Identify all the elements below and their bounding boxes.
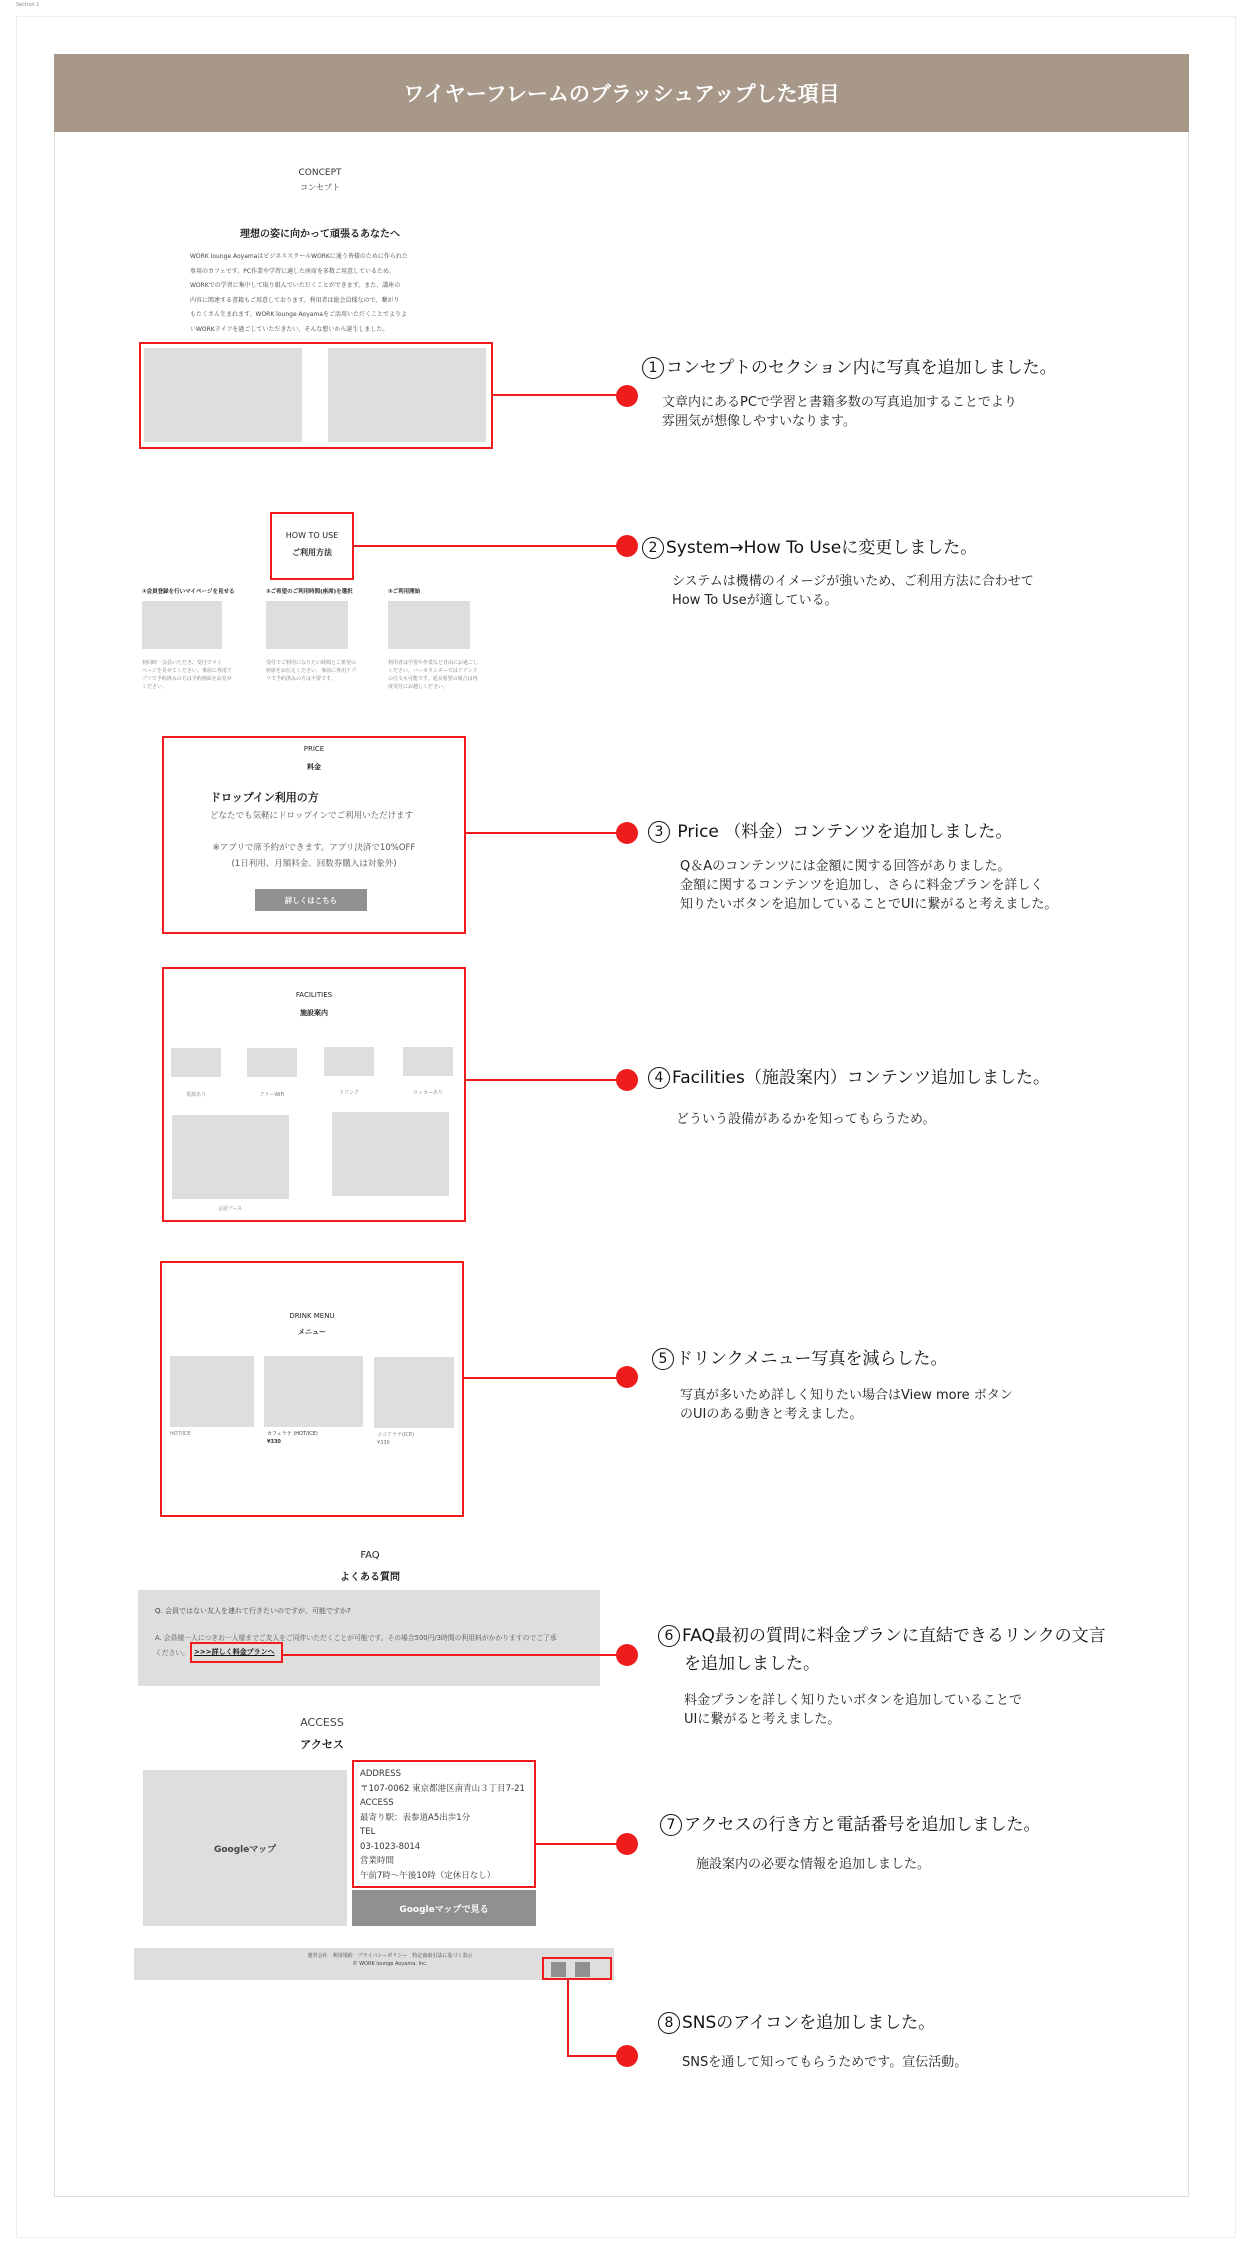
- connector-3: [466, 832, 626, 834]
- connector-8-vertical: [567, 1980, 569, 2056]
- connector-2: [354, 545, 626, 547]
- connector-dot-4: [616, 1069, 638, 1091]
- annotation-1: 1 コンセプトのセクション内に写真を追加しました。 文章内にあるPCで学習と書籍多数の写真追加することでより 雰囲気が想像しやすいなります。: [642, 353, 1057, 432]
- annotation-8: 8 SNSのアイコンを追加しました。 SNSを通して知ってもらうためです。宣伝活動。: [658, 2008, 967, 2073]
- facility-label-drink: ドリンク: [339, 1090, 359, 1096]
- how-to-use-label-ja: ご利用方法: [292, 548, 332, 557]
- faq-question: Q. 会員ではない友人を連れて行きたいのですが、可能ですか?: [155, 1607, 351, 1615]
- connector-4: [466, 1079, 626, 1081]
- price-details-button[interactable]: 詳しくはこちら: [255, 889, 367, 911]
- concept-label-ja: コンセプト: [300, 183, 340, 192]
- annotation-3: 3 Price （料金）コンテンツを追加しました。 Q＆Aのコンテンツには金額に関する回答がありました。 金額に関するコンテンツを追加し、さらに料金プランを詳しく 知りたいボタンを追加していることでUIに繋がると考えました。: [648, 817, 1057, 915]
- annotation-6: 6 FAQ最初の質問に料金プランに直結できるリンクの文言 を追加しました。 料金プランを詳しく知りたいボタンを追加していることで UIに繋がると考えました。: [658, 1621, 1106, 1730]
- connector-dot-7: [616, 1833, 638, 1855]
- drink-menu-label-ja: メニュー: [298, 1328, 326, 1336]
- drink-menu-label-en: DRINK MENU: [289, 1312, 335, 1320]
- drink-item-1: HOT/ICE: [170, 1431, 191, 1437]
- how-to-use-step-1: ①会員登録を行いマイページを見せる 初回時一会員いただき、受付でマイ ページを見せてください。事前に専用ア プリで予約済みの方は予約画面をお見せ ください。: [142, 589, 235, 690]
- connector-dot-8: [616, 2045, 638, 2067]
- facility-icon-drink: [324, 1047, 374, 1076]
- facility-photo-area: [332, 1112, 449, 1196]
- concept-label-en: CONCEPT: [298, 168, 342, 178]
- connector-7: [536, 1843, 626, 1845]
- price-subtext: どなたでも気軽にドロップインでご利用いただけます: [210, 811, 414, 821]
- faq-label-en: FAQ: [360, 1550, 380, 1561]
- sns-icon-1[interactable]: [551, 1962, 566, 1977]
- google-map-placeholder[interactable]: Googleマップ: [143, 1770, 347, 1926]
- concept-heading: 理想の姿に向かって頑張るあなたへ: [240, 229, 400, 240]
- drink-photo-3: [374, 1357, 454, 1428]
- connector-dot-5: [616, 1366, 638, 1388]
- facility-label-locker: ロッカーあり: [413, 1090, 443, 1096]
- price-label-ja: 料金: [307, 763, 321, 771]
- price-heading: ドロップイン利用の方: [210, 791, 319, 804]
- step-3-image: [388, 601, 470, 649]
- drink-photo-2: [264, 1356, 363, 1427]
- facility-icon-locker: [403, 1047, 453, 1076]
- connector-dot-3: [616, 822, 638, 844]
- facility-icon-power: [171, 1048, 221, 1077]
- price-note-1: ※アプリで席予約ができます。アプリ決済で10%OFF: [212, 843, 416, 853]
- step-2-image: [266, 601, 348, 649]
- faq-pricing-link[interactable]: >>>詳しく料金プランへ: [194, 1648, 275, 1656]
- how-to-use-step-3: ③ご利用開始 利用者は学習や作業など自由にお過ごし ください。バーカウンターではドリンク の注文も可能です。延長希望の場合は再 度受付にお越しください。: [388, 589, 479, 690]
- frame-label: Section 1: [16, 2, 40, 8]
- faq-answer-1: A. 会員様一人につきお一人様までご友人をご同伴いただくことが可能です。その場合500円/3時間の利用料がかかりますのでご了承: [155, 1634, 557, 1642]
- faq-answer-2: ください。: [155, 1649, 189, 1657]
- connector-1: [493, 394, 626, 396]
- how-to-use-label-highlight: [270, 512, 354, 580]
- facilities-label-en: FACILITIES: [295, 991, 333, 999]
- annotation-7: 7 アクセスの行き方と電話番号を追加しました。 施設案内の必要な情報を追加しました。: [660, 1810, 1041, 1875]
- facilities-label-ja: 施設案内: [300, 1009, 328, 1017]
- step-1-image: [142, 601, 222, 649]
- drink-photo-1: [170, 1356, 254, 1427]
- facility-icon-wifi: [247, 1048, 297, 1077]
- facility-label-wifi: フリーWiFi: [259, 1092, 285, 1098]
- access-label-ja: アクセス: [300, 1738, 344, 1751]
- concept-photo-pc-study: [144, 348, 302, 442]
- google-map-button[interactable]: Googleマップで見る: [352, 1890, 536, 1926]
- how-to-use-step-2: ②ご希望のご利用時間(座席)を選択 受付でご利用になりたい時間とご希望の 座席をお伝えください。事前に専用アプ リで予約済みの方は不要です。: [266, 589, 357, 682]
- connector-5: [464, 1377, 626, 1379]
- facility-photo-booth: [172, 1115, 289, 1199]
- facility-area-label: 会話ブース: [217, 1206, 243, 1212]
- sns-icon-2[interactable]: [575, 1962, 590, 1977]
- annotation-5: 5 ドリンクメニュー写真を減らした。 写真が多いため詳しく知りたい場合はView more ボタン のUIのある動きと考えました。: [652, 1344, 1013, 1425]
- connector-dot-6: [616, 1644, 638, 1666]
- annotation-4: 4 Facilities（施設案内）コンテンツ追加しました。 どういう設備があるかを知ってもらうため。: [648, 1063, 1050, 1130]
- concept-body: WORK lounge AoyamaはビジネススクールWORKに通う皆様のために作られた 専用のカフェです。PC作業や学習に適した座席を多数ご用意しているため、 WORKでの学習に集中して取り組んでいただくことができます。また、講座の 内容に関連する書籍もご用意しております。利用者は総会員様なので、繋がり もたくさん生まれます。WORK lounge Aoyamaをご活用いただくことでよりよ いWORKライフを過ごしていただきたい、そんな想いから誕生しました。: [190, 253, 408, 333]
- connector-6: [283, 1654, 626, 1656]
- drink-item-2: カフェラテ (HOT/ICE) ¥330: [267, 1431, 318, 1445]
- drink-item-3: ココアラテ(ICE) ¥330: [377, 1432, 415, 1446]
- connector-dot-2: [616, 535, 638, 557]
- footer-links[interactable]: 運営会社 利用規約 プライバシーポリシー 特定商取引法に基づく表示: [307, 1953, 473, 1959]
- footer-copyright: © WORK lounge Aoyama, Inc.: [352, 1961, 428, 1967]
- access-label-en: ACCESS: [300, 1716, 344, 1729]
- connector-dot-1: [616, 385, 638, 407]
- how-to-use-label-en: HOW TO USE: [285, 531, 339, 540]
- faq-label-ja: よくある質問: [340, 1572, 400, 1583]
- price-label-en: PRICE: [303, 745, 325, 753]
- concept-photo-books: [328, 348, 486, 442]
- annotation-2: 2 System→How To Useに変更しました。 システムは機構のイメージが強いため、ご利用方法に合わせて How To Useが適している。: [642, 533, 1034, 611]
- banner-title: ワイヤーフレームのブラッシュアップした項目: [54, 54, 1189, 132]
- access-info: ADDRESS 〒107-0062 東京都港区南青山３丁目7-21 ACCESS 最寄り駅：表参道A5出歩1分 TEL 03-1023-8014 営業時間 午前7時〜午後10時（定休日なし）: [360, 1769, 525, 1881]
- facility-label-power: 電源あり: [185, 1092, 206, 1098]
- price-note-2: (1日利用、月額料金、回数券購入は対象外): [231, 859, 397, 869]
